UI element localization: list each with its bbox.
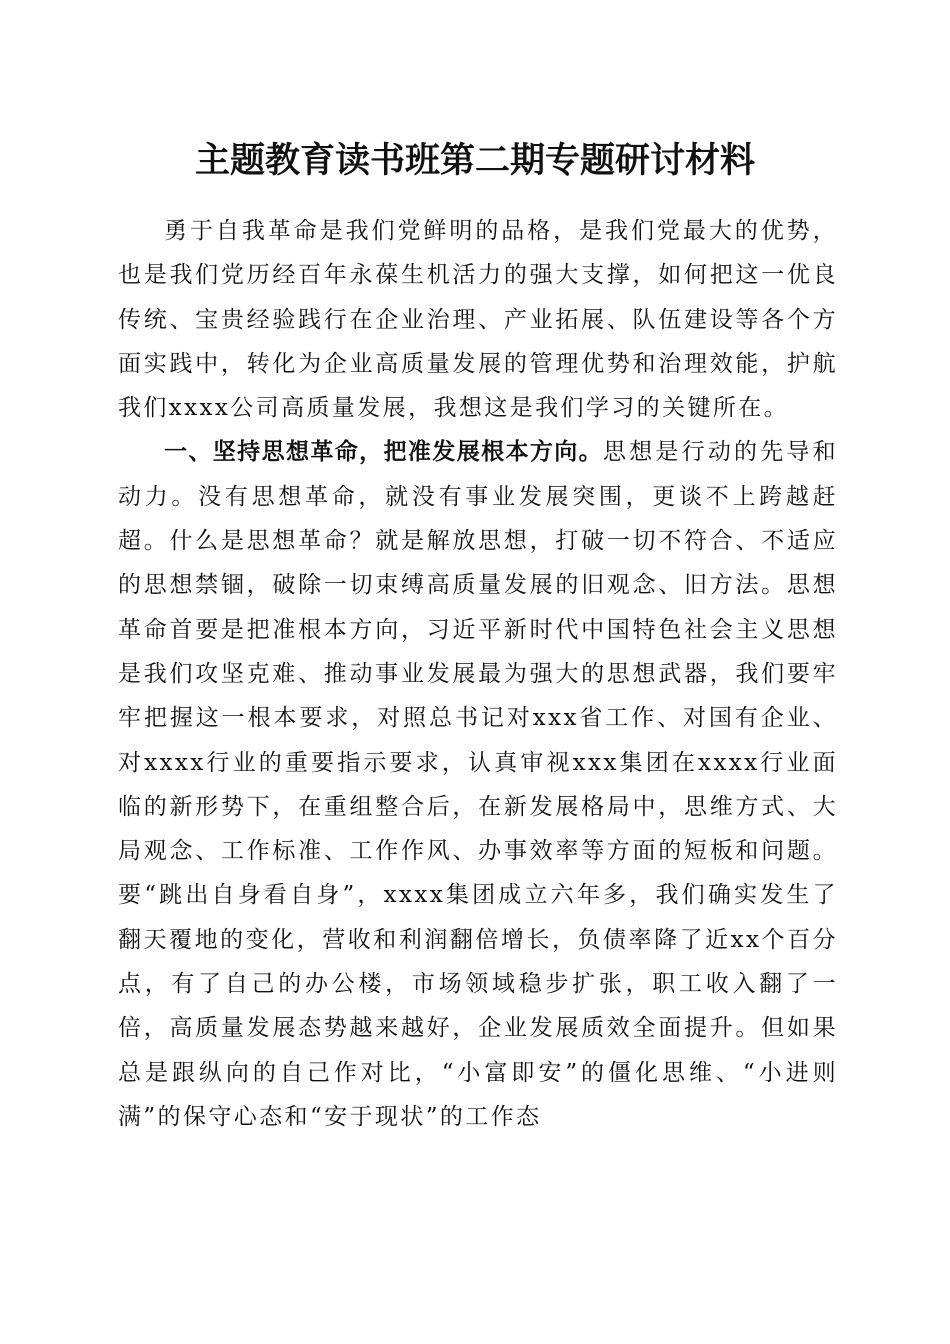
intro-paragraph: 勇于自我革命是我们党鲜明的品格，是我们党最大的优势，也是我们党历经百年永葆生机活力的强大支撑，如何把这一优良传统、宝贵经验践行在企业治理、产业拓展、队伍建设等各个方面实践中，转化为企业高质量发展的管理优势和治理效能，护航我们xxxx公司高质量发展，我想这是我们学习的关键所在。 bbox=[118, 218, 838, 422]
document-body bbox=[118, 209, 838, 1139]
section-body-text: 思想是行动的先导和动力。没有思想革命，就没有事业发展突围，更谈不上跨越赶超。什么是思想革命？就是解放思想，打破一切不符合、不适应的思想禁锢，破除一切束缚高质量发展的旧观念、旧方法。思想革命首要是把准根本方向，习近平新时代中国特色社会主义思想是我们攻坚克难、推动事业发展最为强大的思想武器，我们要牢牢把握这一根本要求，对照总书记对xxx省工作、对国有企业、对xxxx行业的重要指示要求，认真审视xxx集团在xxxx行业面临的新形势下，在重组整合后，在新发展格局中，思维方式、大局观念、工作标准、工作作风、办事效率等方面的短板和问题。要“跳出自身看自身”，xxxx集团成立六年多，我们确实发生了翻天覆地的变化，营收和利润翻倍增长，负债率降了近xx个百分点，有了自己的办公楼，市场领域稳步扩张，职工收入翻了一倍，高质量发展态势越来越好，企业发展质效全面提升。但如果总是跟纵向的自己作对比，“小富即安”的僵化思维、“小进则满”的保守心态和“安于现状”的工作态 bbox=[118, 439, 838, 1130]
section-heading: 一、坚持思想革命，把准发展根本方向。 bbox=[164, 439, 604, 466]
document-title: 主题教育读书班第二期专题研讨材料 bbox=[194, 140, 755, 181]
section-paragraph bbox=[118, 430, 838, 1139]
